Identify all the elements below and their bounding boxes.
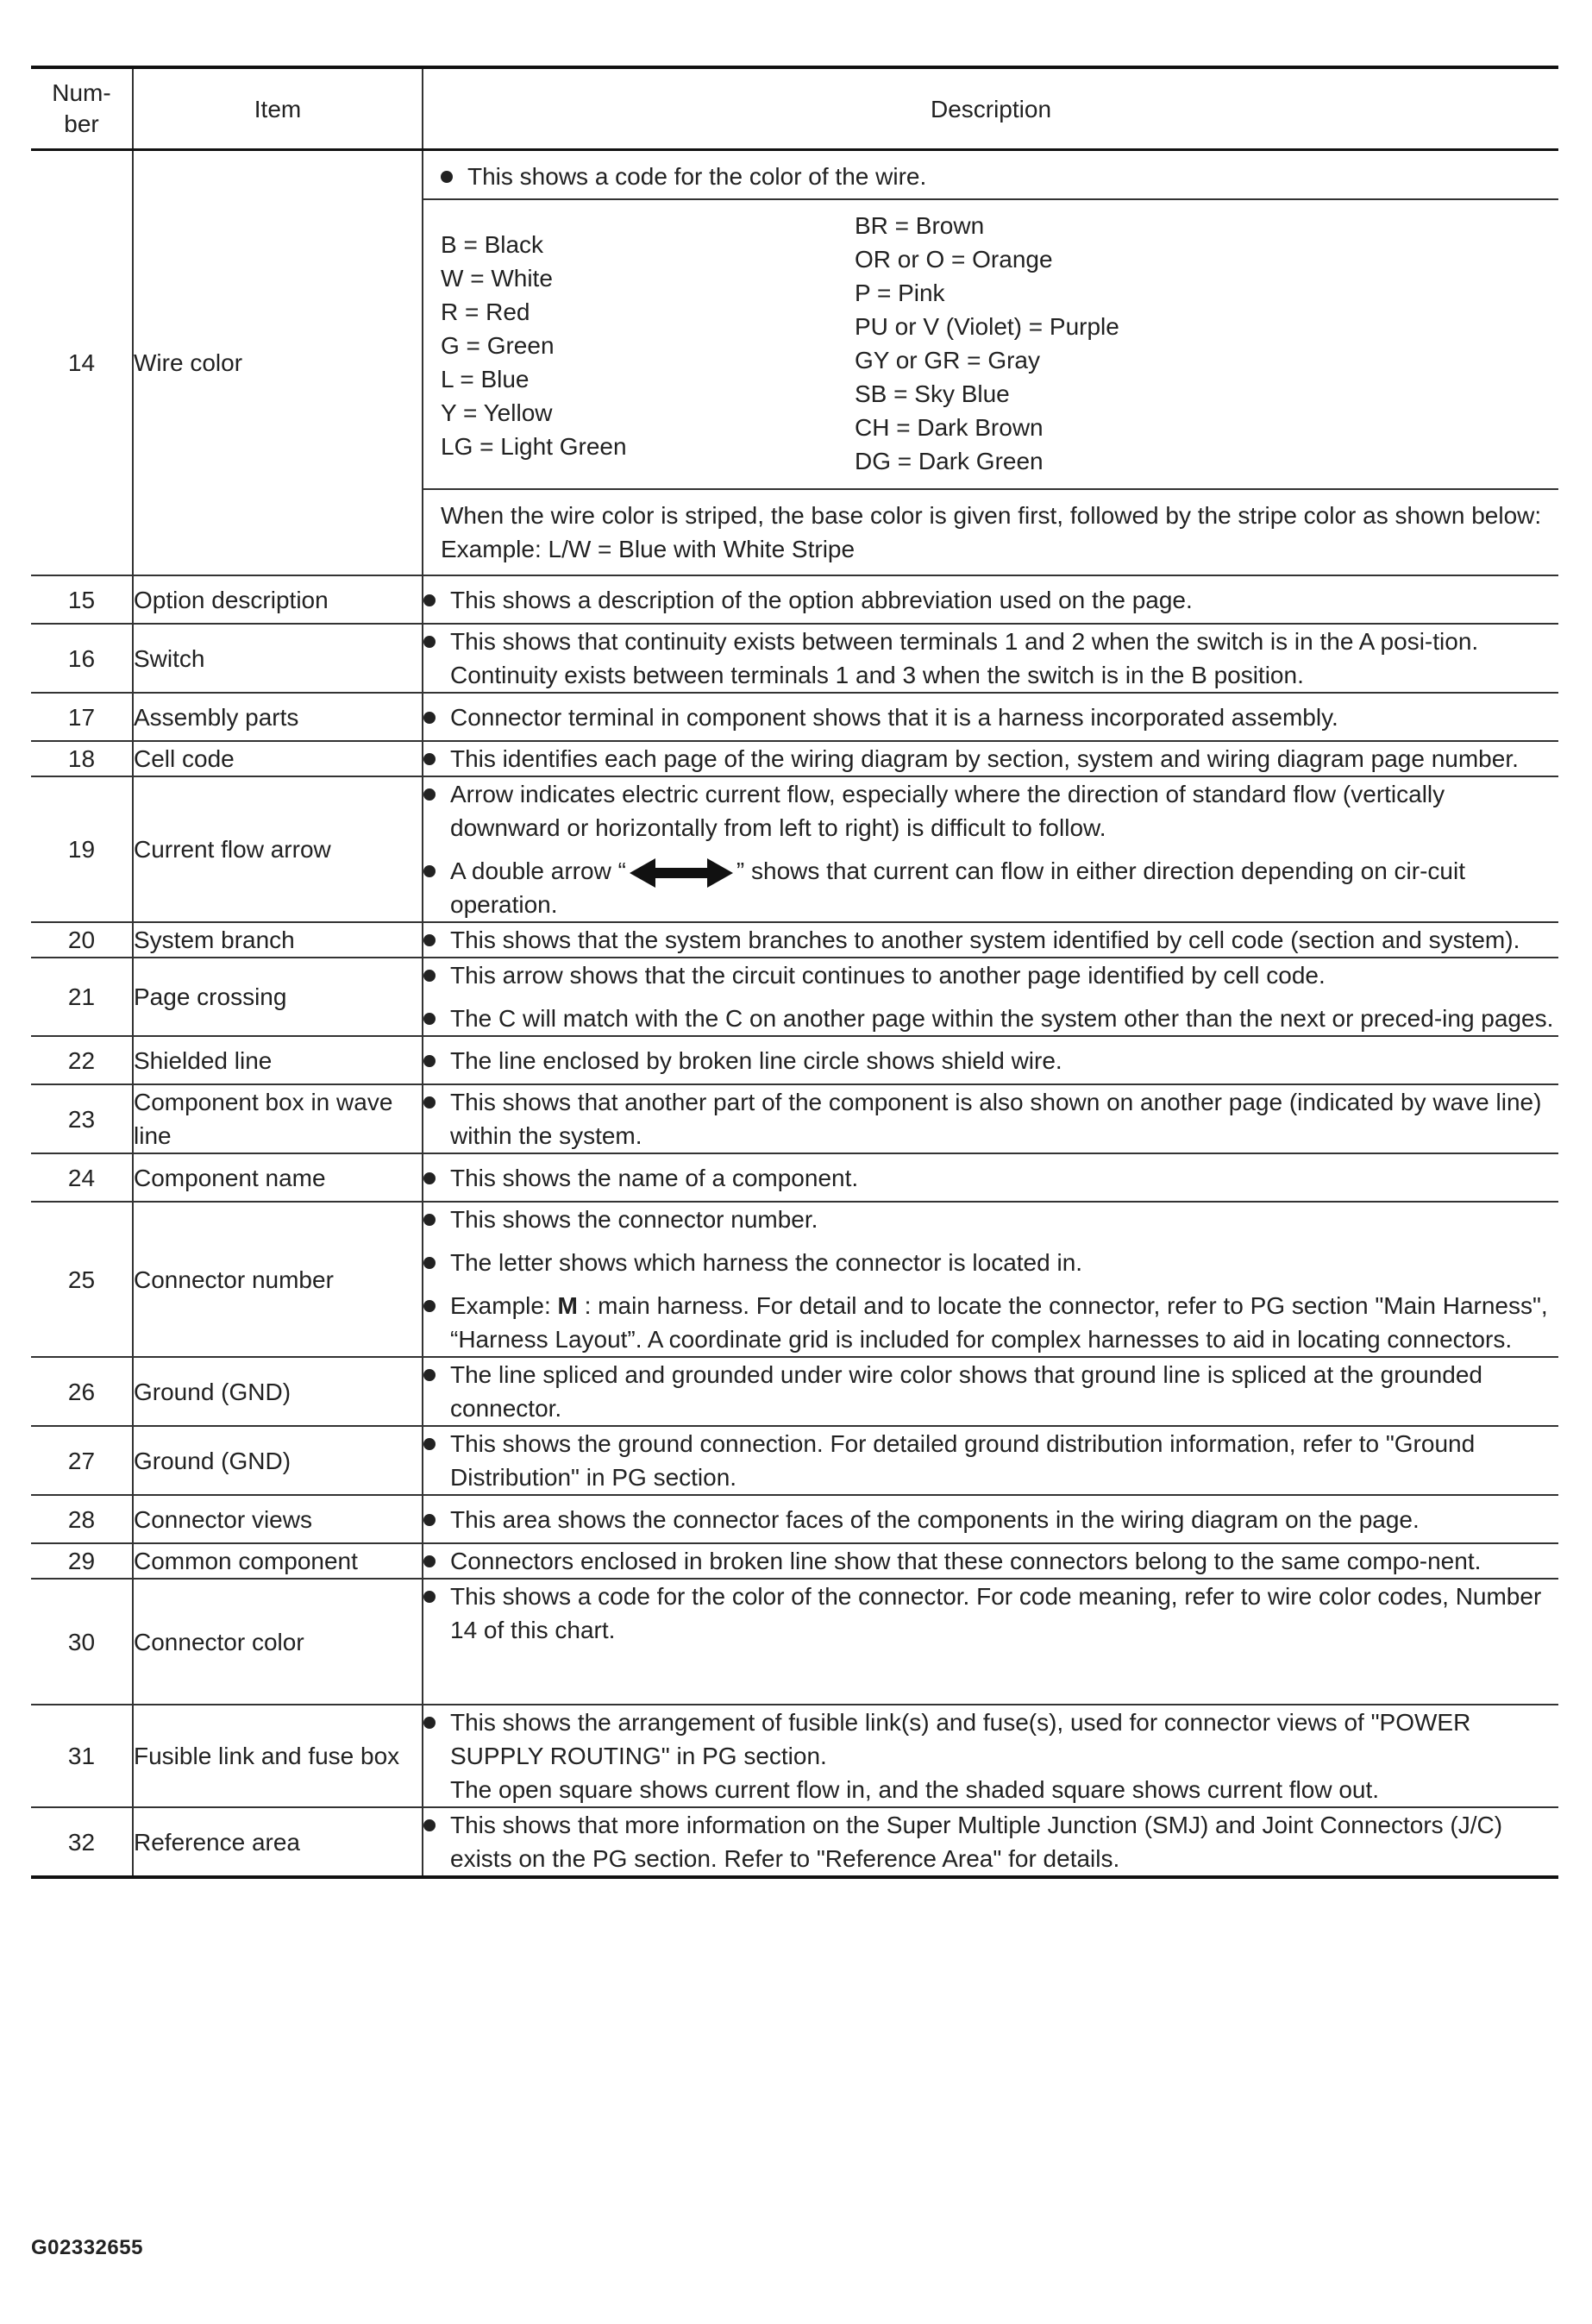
table-row [31, 1357, 1558, 1426]
row-item: Page crossing [133, 958, 423, 1036]
double-arrow-icon [630, 858, 733, 888]
wiring-diagram-legend-table [31, 66, 1558, 1879]
description-text: A double arrow “ [450, 857, 626, 884]
table-row [31, 1202, 1558, 1357]
description-text: This shows a description of the option abbreviation used on the page. [450, 586, 1193, 613]
harness-code: M [557, 1292, 578, 1319]
description-text: Example: [450, 1292, 558, 1319]
list-item: GY or GR = Gray [855, 347, 1040, 374]
description-text: This shows a code for the color of the connector. For code meaning, refer to wire color codes, Number 14 of this chart. [450, 1583, 1542, 1643]
description-text: This shows that more information on the Super Multiple Junction (SMJ) and Joint Connectors (J/C) exists on the PG section. Refer to "Reference Area" for details. [450, 1812, 1503, 1872]
row-number: 26 [31, 1357, 133, 1426]
bullet-icon [423, 1555, 436, 1567]
row-item: Connector number [133, 1202, 423, 1357]
row-description [423, 1426, 1558, 1495]
bullet-icon [423, 712, 436, 724]
bullet-icon [423, 1591, 436, 1603]
row-item: Switch [133, 624, 423, 693]
row-item: Current flow arrow [133, 776, 423, 922]
list-item: DG = Dark Green [855, 448, 1044, 474]
list-item: OR or O = Orange [855, 246, 1053, 273]
table-row [31, 1543, 1558, 1579]
description-text: Connectors enclosed in broken line show that these connectors belong to the same compo-nent. [450, 1548, 1482, 1574]
row-item: Component name [133, 1153, 423, 1202]
row-item: Assembly parts [133, 693, 423, 741]
color-codes-right [855, 209, 1543, 478]
description-text: The open square shows current flow in, and the shaded square shows current flow out. [450, 1776, 1380, 1803]
bullet-icon [423, 753, 436, 765]
description-text: When the wire color is striped, the base color is given first, followed by the stripe color as shown below: [441, 502, 1542, 529]
row-description [423, 1807, 1558, 1877]
header-item: Item [133, 67, 423, 150]
list-item: L = Blue [441, 366, 530, 393]
row-description [423, 922, 1558, 958]
description-text: This shows the arrangement of fusible link(s) and fuse(s), used for connector views of "POWER SUPPLY ROUTING" in PG section. [450, 1709, 1471, 1769]
bullet-icon [423, 1819, 436, 1831]
row-item: System branch [133, 922, 423, 958]
row-description [423, 1543, 1558, 1579]
row-item: Cell code [133, 741, 423, 776]
description-text: This shows that another part of the component is also shown on another page (indicated by wave line) within the system. [450, 1089, 1542, 1149]
table-row [31, 1705, 1558, 1807]
table-row [31, 1153, 1558, 1202]
row-description [423, 776, 1558, 922]
row-number: 29 [31, 1543, 133, 1579]
row-item: Option description [133, 575, 423, 624]
table-row [31, 1036, 1558, 1084]
row-description [423, 1705, 1558, 1807]
table-row [31, 1579, 1558, 1705]
list-item: CH = Dark Brown [855, 414, 1044, 441]
bullet-icon [423, 1257, 436, 1269]
bullet-icon [423, 934, 436, 946]
list-item: Y = Yellow [441, 399, 553, 426]
table-row [31, 958, 1558, 1036]
bullet-icon [423, 865, 436, 877]
description-text: This shows the ground connection. For detailed ground distribution information, refer to "Ground Distribution" in PG section. [450, 1430, 1476, 1491]
bullet-icon [423, 1013, 436, 1025]
bullet-icon [423, 1055, 436, 1067]
description-text: This arrow shows that the circuit continues to another page identified by cell code. [450, 962, 1326, 989]
description-text: The C will match with the C on another page within the system other than the next or preced-ing pages. [450, 1005, 1554, 1032]
bullet-icon [423, 1172, 436, 1184]
table-row [31, 922, 1558, 958]
bullet-icon [423, 636, 436, 648]
row-number: 19 [31, 776, 133, 922]
row-description [423, 958, 1558, 1036]
row-number: 27 [31, 1426, 133, 1495]
header-number-label: Num- ber [52, 79, 111, 137]
row-description [423, 693, 1558, 741]
table-row [31, 1426, 1558, 1495]
header-number [31, 67, 133, 150]
description-text: This shows the name of a component. [450, 1164, 859, 1191]
row-item: Connector color [133, 1579, 423, 1705]
list-item: BR = Brown [855, 212, 985, 239]
bullet-icon [441, 171, 453, 183]
row-number: 18 [31, 741, 133, 776]
description-text: Example: L/W = Blue with White Stripe [441, 536, 856, 562]
bullet-icon [423, 970, 436, 982]
row-description [423, 1084, 1558, 1153]
table-row [31, 575, 1558, 624]
description-text: Arrow indicates electric current flow, especially where the direction of standard flow (vertically downward or horizontally from left to right) is difficult to follow. [450, 781, 1445, 841]
color-codes-left [441, 209, 855, 478]
row-number: 28 [31, 1495, 133, 1543]
row-item: Ground (GND) [133, 1357, 423, 1426]
list-item: G = Green [441, 332, 555, 359]
row-description [423, 1357, 1558, 1426]
row-description [423, 575, 1558, 624]
row-item: Shielded line [133, 1036, 423, 1084]
list-item: SB = Sky Blue [855, 380, 1010, 407]
table-row [31, 693, 1558, 741]
row-item: Fusible link and fuse box [133, 1705, 423, 1807]
bullet-icon [423, 1369, 436, 1381]
description-text: : main harness. For detail and to locate the connector, refer to PG section "Main Harness", “Harness Layout”. A coordinate grid is included for complex harnesses to aid in locating connectors. [450, 1292, 1548, 1353]
description-text: This shows that the system branches to another system identified by cell code (section and system). [450, 926, 1520, 953]
bullet-icon [423, 1214, 436, 1226]
bullet-icon [423, 1514, 436, 1526]
bullet-icon [423, 788, 436, 801]
row-number: 14 [31, 150, 133, 576]
table-header [31, 67, 1558, 150]
table-row [31, 150, 1558, 576]
row-item: Connector views [133, 1495, 423, 1543]
table-row [31, 624, 1558, 693]
table-row [31, 776, 1558, 922]
description-text: This shows a code for the color of the wire. [467, 163, 927, 190]
row-description [423, 1202, 1558, 1357]
row-item: Common component [133, 1543, 423, 1579]
bullet-icon [423, 1717, 436, 1729]
row-item: Reference area [133, 1807, 423, 1877]
description-text: This shows the connector number. [450, 1206, 818, 1233]
row-number: 24 [31, 1153, 133, 1202]
row-number: 16 [31, 624, 133, 693]
row-description [423, 624, 1558, 693]
table-row [31, 1807, 1558, 1877]
bullet-icon [423, 1300, 436, 1312]
list-item: PU or V (Violet) = Purple [855, 313, 1119, 340]
row-number: 21 [31, 958, 133, 1036]
wire-color-intro [423, 151, 1558, 198]
description-text: ” shows that current can flow in either direction depending on cir-cuit operation. [450, 857, 1465, 918]
list-item: P = Pink [855, 280, 945, 306]
row-item: Wire color [133, 150, 423, 576]
header-description: Description [423, 67, 1558, 150]
table-row [31, 741, 1558, 776]
description-text: Connector terminal in component shows that it is a harness incorporated assembly. [450, 703, 1338, 731]
wire-color-stripe-note [423, 488, 1558, 575]
row-description [423, 741, 1558, 776]
row-item: Ground (GND) [133, 1426, 423, 1495]
row-description [423, 1579, 1558, 1705]
row-number: 15 [31, 575, 133, 624]
row-item: Component box in wave line [133, 1084, 423, 1153]
row-number: 30 [31, 1579, 133, 1705]
row-description [423, 1036, 1558, 1084]
row-number: 23 [31, 1084, 133, 1153]
table-row [31, 1084, 1558, 1153]
list-item: R = Red [441, 298, 530, 325]
list-item: W = White [441, 265, 553, 292]
row-number: 31 [31, 1705, 133, 1807]
bullet-icon [423, 1096, 436, 1109]
list-item: LG = Light Green [441, 433, 627, 460]
row-number: 32 [31, 1807, 133, 1877]
description-text: The line enclosed by broken line circle shows shield wire. [450, 1046, 1062, 1074]
bullet-icon [423, 1438, 436, 1450]
row-number: 17 [31, 693, 133, 741]
figure-id: G02332655 [31, 2236, 143, 2259]
row-number: 25 [31, 1202, 133, 1357]
description-text: The letter shows which harness the connector is located in. [450, 1249, 1083, 1276]
row-number: 20 [31, 922, 133, 958]
description-text: This identifies each page of the wiring diagram by section, system and wiring diagram page number. [450, 745, 1519, 772]
description-text: This shows that continuity exists between terminals 1 and 2 when the switch is in the A posi-tion. Continuity exists between terminals 1 and 3 when the switch is in the B position. [450, 628, 1479, 688]
row-description [423, 1495, 1558, 1543]
row-description [423, 150, 1558, 576]
row-number: 22 [31, 1036, 133, 1084]
description-text: This area shows the connector faces of the components in the wiring diagram on the page. [450, 1505, 1420, 1533]
table-row [31, 1495, 1558, 1543]
wire-color-codes [423, 198, 1558, 488]
list-item: B = Black [441, 231, 544, 258]
row-description [423, 1153, 1558, 1202]
description-text: The line spliced and grounded under wire color shows that ground line is spliced at the grounded connector. [450, 1361, 1482, 1422]
bullet-icon [423, 594, 436, 606]
